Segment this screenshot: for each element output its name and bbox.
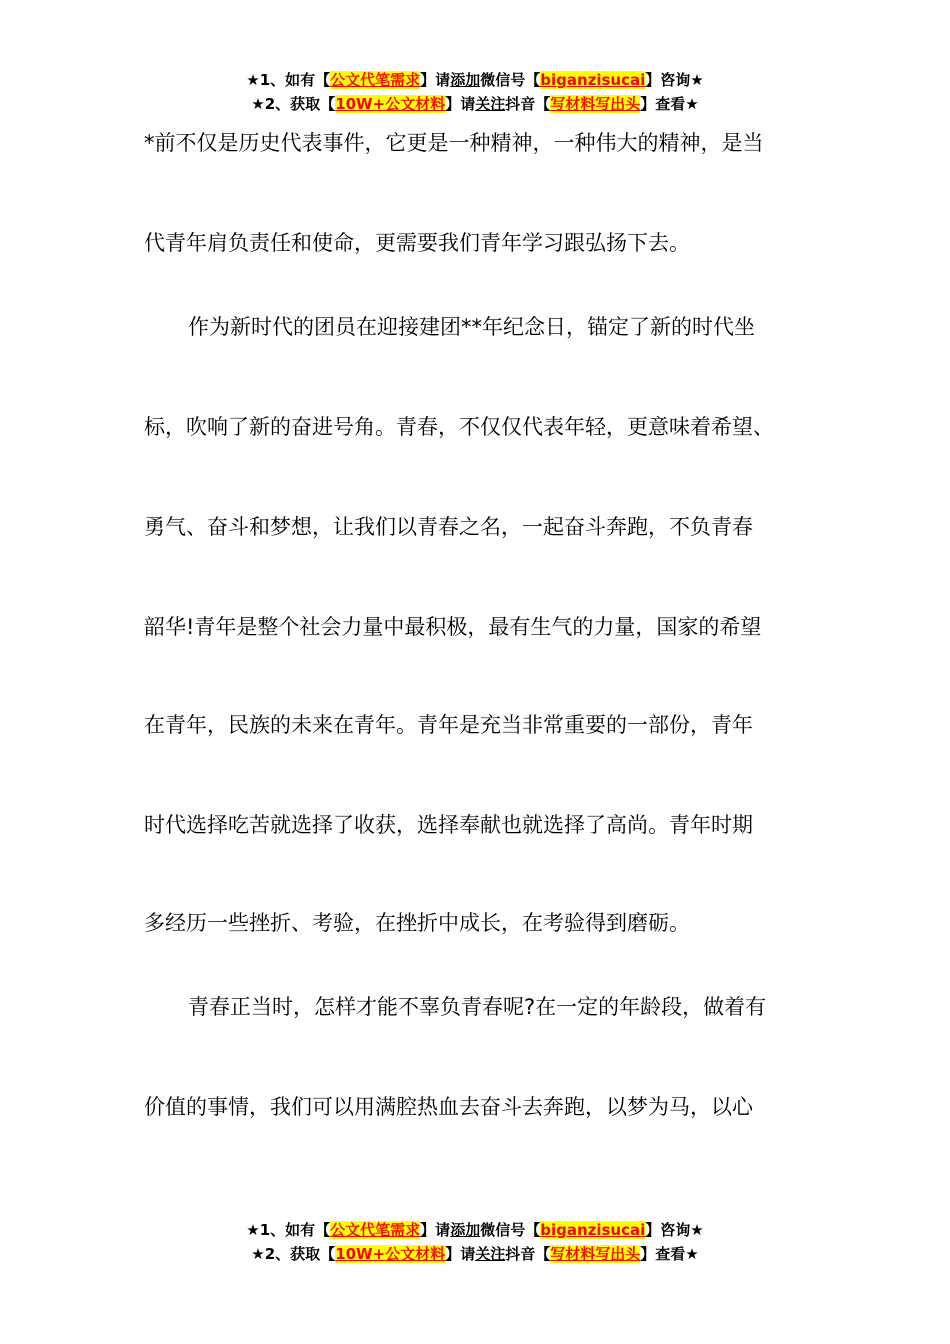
footer-line-2-follow: 关注 <box>475 1245 506 1263</box>
header-banner <box>0 68 950 116</box>
header-line-1-pre: ★1、如有【 <box>246 71 331 89</box>
footer-line-1 <box>0 1218 950 1242</box>
footer-line-1-mid: 】请 <box>420 1221 451 1239</box>
body-line-4: 标，吹响了新的奋进号角。青春，不仅仅代表年轻，更意味着希望、 <box>144 415 774 439</box>
body-line-8: 时代选择吃苦就选择了收获，选择奉献也就选择了高尚。青年时期 <box>144 813 753 837</box>
header-line-1 <box>0 68 950 92</box>
body-line-11: 价值的事情，我们可以用满腔热血去奋斗去奔跑，以梦为马，以心 <box>144 1095 753 1119</box>
footer-line-1-pre: ★1、如有【 <box>246 1221 331 1239</box>
body-line-3: 作为新时代的团员在迎接建团**年纪念日，锚定了新的时代坐 <box>188 315 755 339</box>
footer-line-2 <box>0 1242 950 1266</box>
body-line-1: *前不仅是历史代表事件，它更是一种精神，一种伟大的精神，是当 <box>144 131 764 155</box>
footer-line-2-post: 】查看★ <box>640 1245 699 1263</box>
footer-line-1-mid2: 微信号【 <box>480 1221 541 1239</box>
footer-line-2-mid: 】请 <box>445 1245 476 1263</box>
footer-line-2-pre: ★2、获取【 <box>251 1245 336 1263</box>
body-line-10: 青春正当时，怎样才能不辜负青春呢?在一定的年龄段，做着有 <box>188 995 767 1019</box>
header-line-2-post: 】查看★ <box>640 95 699 113</box>
header-line-1-mid2: 微信号【 <box>480 71 541 89</box>
footer-line-2-mid2: 抖音【 <box>505 1245 551 1263</box>
footer-line-1-highlight-service: 公文代笔需求 <box>330 1221 421 1239</box>
header-line-2 <box>0 92 950 116</box>
header-line-2-pre: ★2、获取【 <box>251 95 336 113</box>
header-line-1-highlight-wechat: biganzisucai <box>540 71 646 89</box>
header-line-1-mid: 】请 <box>420 71 451 89</box>
header-line-2-follow: 关注 <box>475 95 506 113</box>
footer-line-2-highlight-materials: 10W+公文材料 <box>335 1245 446 1263</box>
body-line-6: 韶华!青年是整个社会力量中最积极，最有生气的力量，国家的希望 <box>144 615 762 639</box>
footer-line-2-highlight-douyin: 写材料写出头 <box>550 1245 641 1263</box>
header-line-1-highlight-service: 公文代笔需求 <box>330 71 421 89</box>
header-line-2-highlight-materials: 10W+公文材料 <box>335 95 446 113</box>
body-line-9: 多经历一些挫折、考验，在挫折中成长，在考验得到磨砺。 <box>144 911 690 935</box>
footer-line-1-highlight-wechat: biganzisucai <box>540 1221 646 1239</box>
footer-banner <box>0 1218 950 1266</box>
footer-line-1-post: 】咨询★ <box>645 1221 704 1239</box>
body-line-5: 勇气、奋斗和梦想，让我们以青春之名，一起奋斗奔跑，不负青春 <box>144 515 753 539</box>
header-line-1-add: 添加 <box>450 71 481 89</box>
header-line-2-mid: 】请 <box>445 95 476 113</box>
header-line-1-post: 】咨询★ <box>645 71 704 89</box>
header-line-2-mid2: 抖音【 <box>505 95 551 113</box>
body-line-7: 在青年，民族的未来在青年。青年是充当非常重要的一部份，青年 <box>144 713 753 737</box>
header-line-2-highlight-douyin: 写材料写出头 <box>550 95 641 113</box>
body-line-2: 代青年肩负责任和使命，更需要我们青年学习跟弘扬下去。 <box>144 231 690 255</box>
footer-line-1-add: 添加 <box>450 1221 481 1239</box>
